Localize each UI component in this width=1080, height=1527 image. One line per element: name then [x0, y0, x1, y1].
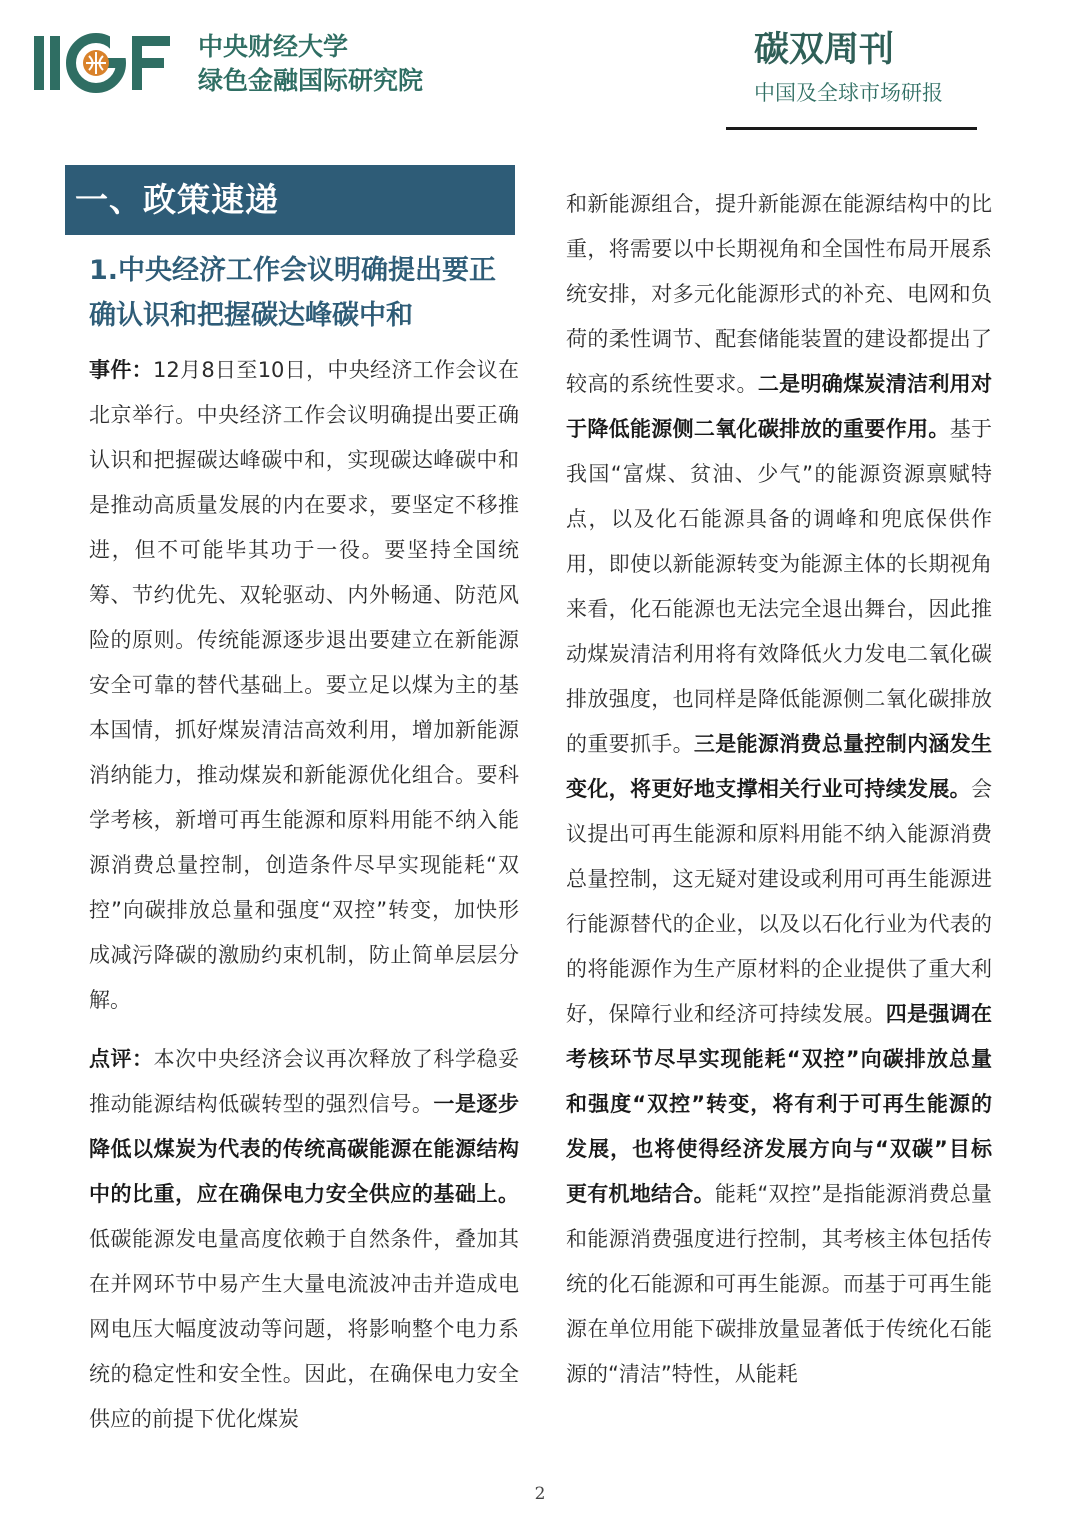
article-heading: 1.中央经济工作会议明确提出要正确认识和把握碳达峰碳中和 — [89, 255, 497, 331]
page-number: 2 — [534, 1484, 546, 1504]
publication-subtitle: 中国及全球市场研报 — [754, 81, 943, 105]
institution-name — [198, 30, 423, 98]
comment-label: 点评： — [89, 1047, 154, 1071]
point-3: 三是能源消费总量控制内涵发生变化，将更好地支撑相关行业可持续发展。 — [566, 732, 993, 801]
iigf-logo — [32, 32, 174, 94]
section-banner-title: 一、政策速递 — [75, 180, 279, 219]
point-2: 二是明确煤炭清洁利用对于降低能源侧二氧化碳排放的重要作用。 — [566, 372, 993, 441]
comment-paragraph — [89, 1037, 519, 1442]
publication-title: 碳双周刊 — [754, 30, 895, 70]
right-column — [566, 182, 992, 1397]
event-text: 12月8日至10日，中央经济工作会议在北京举行。中央经济工作会议明确提出要正确认识和把握碳达峰碳中和，实现碳达峰碳中和是推动高质量发展的内在要求，要坚定不移推进，但不可能毕其功于一役。要坚持全国统筹、节约优先、双轮驱动、内外畅通、防范风险的原则。传统能源逐步退出要建立在新能源安全可靠的替代基础上。要立足以煤为主的基本国情，抓好煤炭清洁高效利用，增加新能源消纳能力，推动煤炭和新能源优化组合。要科学考核，新增可再生能源和原料用能不纳入能源消费总量控制，创造条件尽早实现能耗“双控”向碳排放总量和强度“双控”转变，加快形成减污降碳的激励约束机制，防止简单层层分解。 — [89, 358, 519, 1012]
right-text-1: 和新能源组合，提升新能源在能源结构中的比重，将需要以中长期视角和全国性布局开展系统安排，对多元化能源形式的补充、电网和负荷的柔性调节、配套储能装置的建设都提出了较高的系统性要求。 — [566, 192, 992, 396]
point-4: 四是强调在考核环节尽早实现能耗“双控”向碳排放总量和强度“双控”转变，将有利于可再生能源的发展，也将使得经济发展方向与“双碳”目标更有机地结合。 — [566, 1002, 993, 1206]
institution-line2: 绿色金融国际研究院 — [198, 66, 424, 95]
comment-point-1: 一是逐步降低以煤炭为代表的传统高碳能源在能源结构中的比重，应在确保电力安全供应的基础上。 — [89, 1092, 520, 1206]
left-column — [89, 348, 519, 1442]
right-text-4: 能耗“双控”是指能源消费总量和能源消费强度进行控制，其考核主体包括传统的化石能源和可再生能源。而基于可再生能源在单位用能下碳排放量显著低于传统化石能源的“清洁”特性，从能耗 — [566, 1182, 993, 1386]
event-paragraph — [89, 348, 519, 1023]
comment-text-2: 低碳能源发电量高度依赖于自然条件，叠加其在并网环节中易产生大量电流波冲击并造成电网电压大幅度波动等问题，将影响整个电力系统的稳定性和安全性。因此，在确保电力安全供应的前提下优化煤炭 — [89, 1227, 519, 1431]
publication-block — [728, 26, 976, 110]
right-paragraph — [566, 182, 992, 1397]
header-rule — [726, 127, 977, 130]
section-banner — [65, 165, 515, 235]
institution-line1: 中央财经大学 — [198, 32, 349, 61]
right-text-3: 会议提出可再生能源和原料用能不纳入能源消费总量控制，这无疑对建设或利用可再生能源进行能源替代的企业，以及以石化行业为代表的的将能源作为生产原材料的企业提供了重大利好，保障行业和经济可持续发展。 — [566, 777, 992, 1026]
comment-text-1: 本次中央经济会议再次释放了科学稳妥推动能源结构低碳转型的强烈信号。 — [89, 1047, 520, 1116]
event-label: 事件： — [89, 358, 153, 382]
right-text-2: 基于我国“富煤、贫油、少气”的能源资源禀赋特点，以及化石能源具备的调峰和兜底保供作用，即使以新能源转变为能源主体的长期视角来看，化石能源也无法完全退出舞台，因此推动煤炭清洁利用将有效降低火力发电二氧化碳排放强度，也同样是降低能源侧二氧化碳排放的重要抓手。 — [566, 417, 993, 756]
